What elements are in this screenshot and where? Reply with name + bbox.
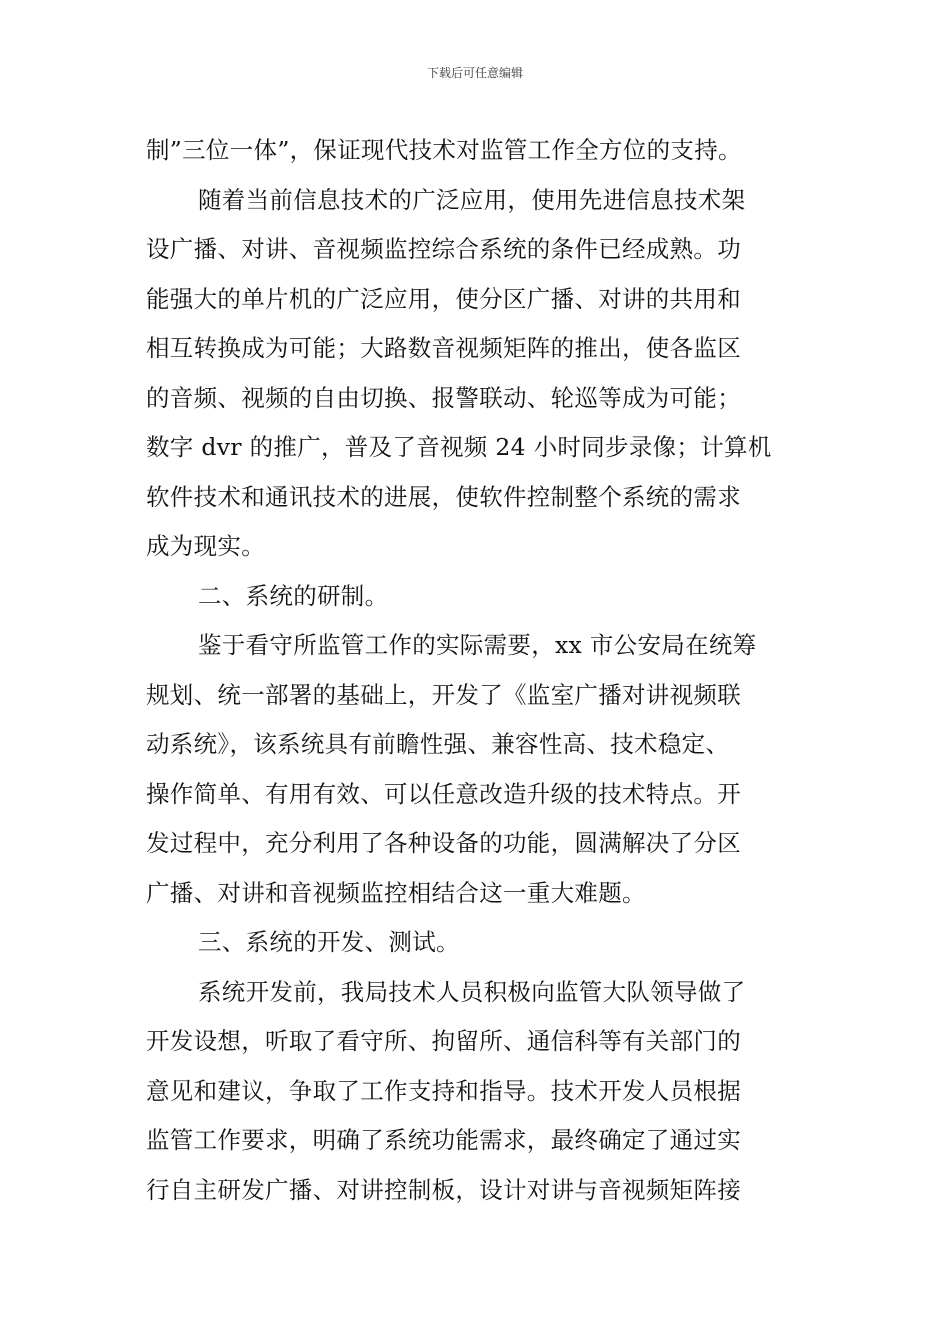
text-line: 数字 dvr 的推广，普及了音视频 24 小时同步录像；计算机: [146, 433, 772, 461]
section-heading: 二、系统的研制。: [198, 581, 389, 610]
text-line: 软件技术和通讯技术的进展，使软件控制整个系统的需求: [146, 482, 741, 511]
text-line: 的音频、视频的自由切换、报警联动、轮巡等成为可能；: [146, 383, 741, 412]
text-line: 随着当前信息技术的广泛应用，使用先进信息技术架: [198, 185, 746, 214]
text-line: 广播、对讲和音视频监控相结合这一重大难题。: [146, 878, 646, 907]
text-line: 成为现实。: [146, 532, 265, 560]
text-line: 鉴于看守所监管工作的实际需要，xx 市公安局在统筹: [198, 631, 757, 659]
page-header: 下载后可任意编辑: [426, 66, 523, 80]
text-line: 意见和建议，争取了工作支持和指导。技术开发人员根据: [146, 1076, 741, 1105]
text-line: 系统开发前，我局技术人员积极向监管大队领导做了: [198, 977, 746, 1006]
text-line: 规划、统一部署的基础上，开发了《监室广播对讲视频联: [146, 680, 741, 709]
text-line: 操作简单、有用有效、可以任意改造升级的技术特点。开: [146, 779, 741, 808]
text-line: 设广播、对讲、音视频监控综合系统的条件已经成熟。功: [146, 235, 741, 263]
text-line: 发过程中，充分利用了各种设备的功能，圆满解决了分区: [146, 829, 741, 857]
text-line: 制”三位一体”，保证现代技术对监管工作全方位的支持。: [146, 136, 742, 164]
text-line: 开发设想，听取了看守所、拘留所、通信科等有关部门的: [146, 1027, 741, 1055]
text-line: 能强大的单片机的广泛应用，使分区广播、对讲的共用和: [146, 284, 741, 313]
document-body: [146, 126, 808, 1215]
text-line: 动系统》，该系统具有前瞻性强、兼容性高、技术稳定、: [146, 730, 730, 758]
text-line: 相互转换成为可能；大路数音视频矩阵的推出，使各监区: [146, 334, 741, 362]
text-line: 行自主研发广播、对讲控制板，设计对讲与音视频矩阵接: [146, 1175, 741, 1204]
section-heading: 三、系统的开发、测试。: [198, 928, 460, 956]
text-line: 监管工作要求，明确了系统功能需求，最终确定了通过实: [146, 1126, 741, 1154]
